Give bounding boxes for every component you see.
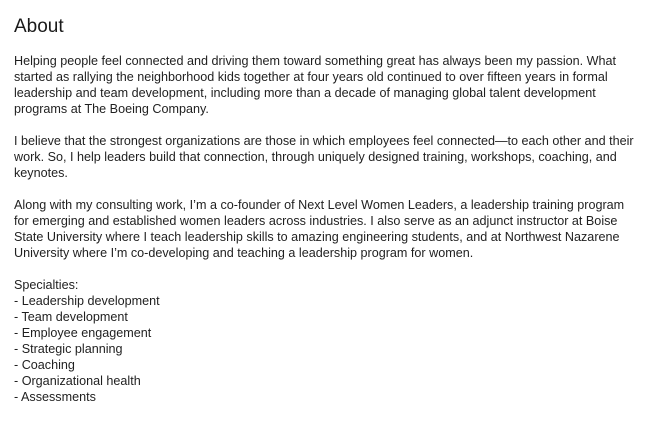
specialties-list <box>14 293 640 405</box>
specialty-item: - Leadership development <box>14 294 160 308</box>
about-paragraph-2: I believe that the strongest organizations are those in which employees feel connected—to each other and their work. So, I help leaders build that connection, through uniquely designed training, workshops, coaching, and keynotes. <box>14 134 634 180</box>
about-heading: About <box>14 16 64 37</box>
specialty-item: - Organizational health <box>14 374 141 388</box>
specialty-item: - Assessments <box>14 390 96 404</box>
specialty-item: - Strategic planning <box>14 342 123 356</box>
specialties-label: Specialties: <box>14 278 79 292</box>
specialty-item: - Employee engagement <box>14 326 152 340</box>
specialty-item: - Team development <box>14 310 128 324</box>
about-paragraph-1: Helping people feel connected and driving them toward something great has always been my passion. What started as rallying the neighborhood kids together at four years old continued to over fifteen years in formal leadership and team development, including more than a decade of managing global talent development programs at The Boeing Company. <box>14 54 617 116</box>
about-paragraph-3: Along with my consulting work, I’m a co-founder of Next Level Women Leaders, a leadership training program for emerging and established women leaders across industries. I also serve as an adjunct instructor at Boise State University where I teach leadership skills to amazing engineering students, and at Northwest Nazarene University where I’m co-developing and teaching a leadership program for women. <box>14 198 625 260</box>
about-body <box>14 53 640 405</box>
specialty-item: - Coaching <box>14 358 75 372</box>
about-section <box>14 0 640 405</box>
